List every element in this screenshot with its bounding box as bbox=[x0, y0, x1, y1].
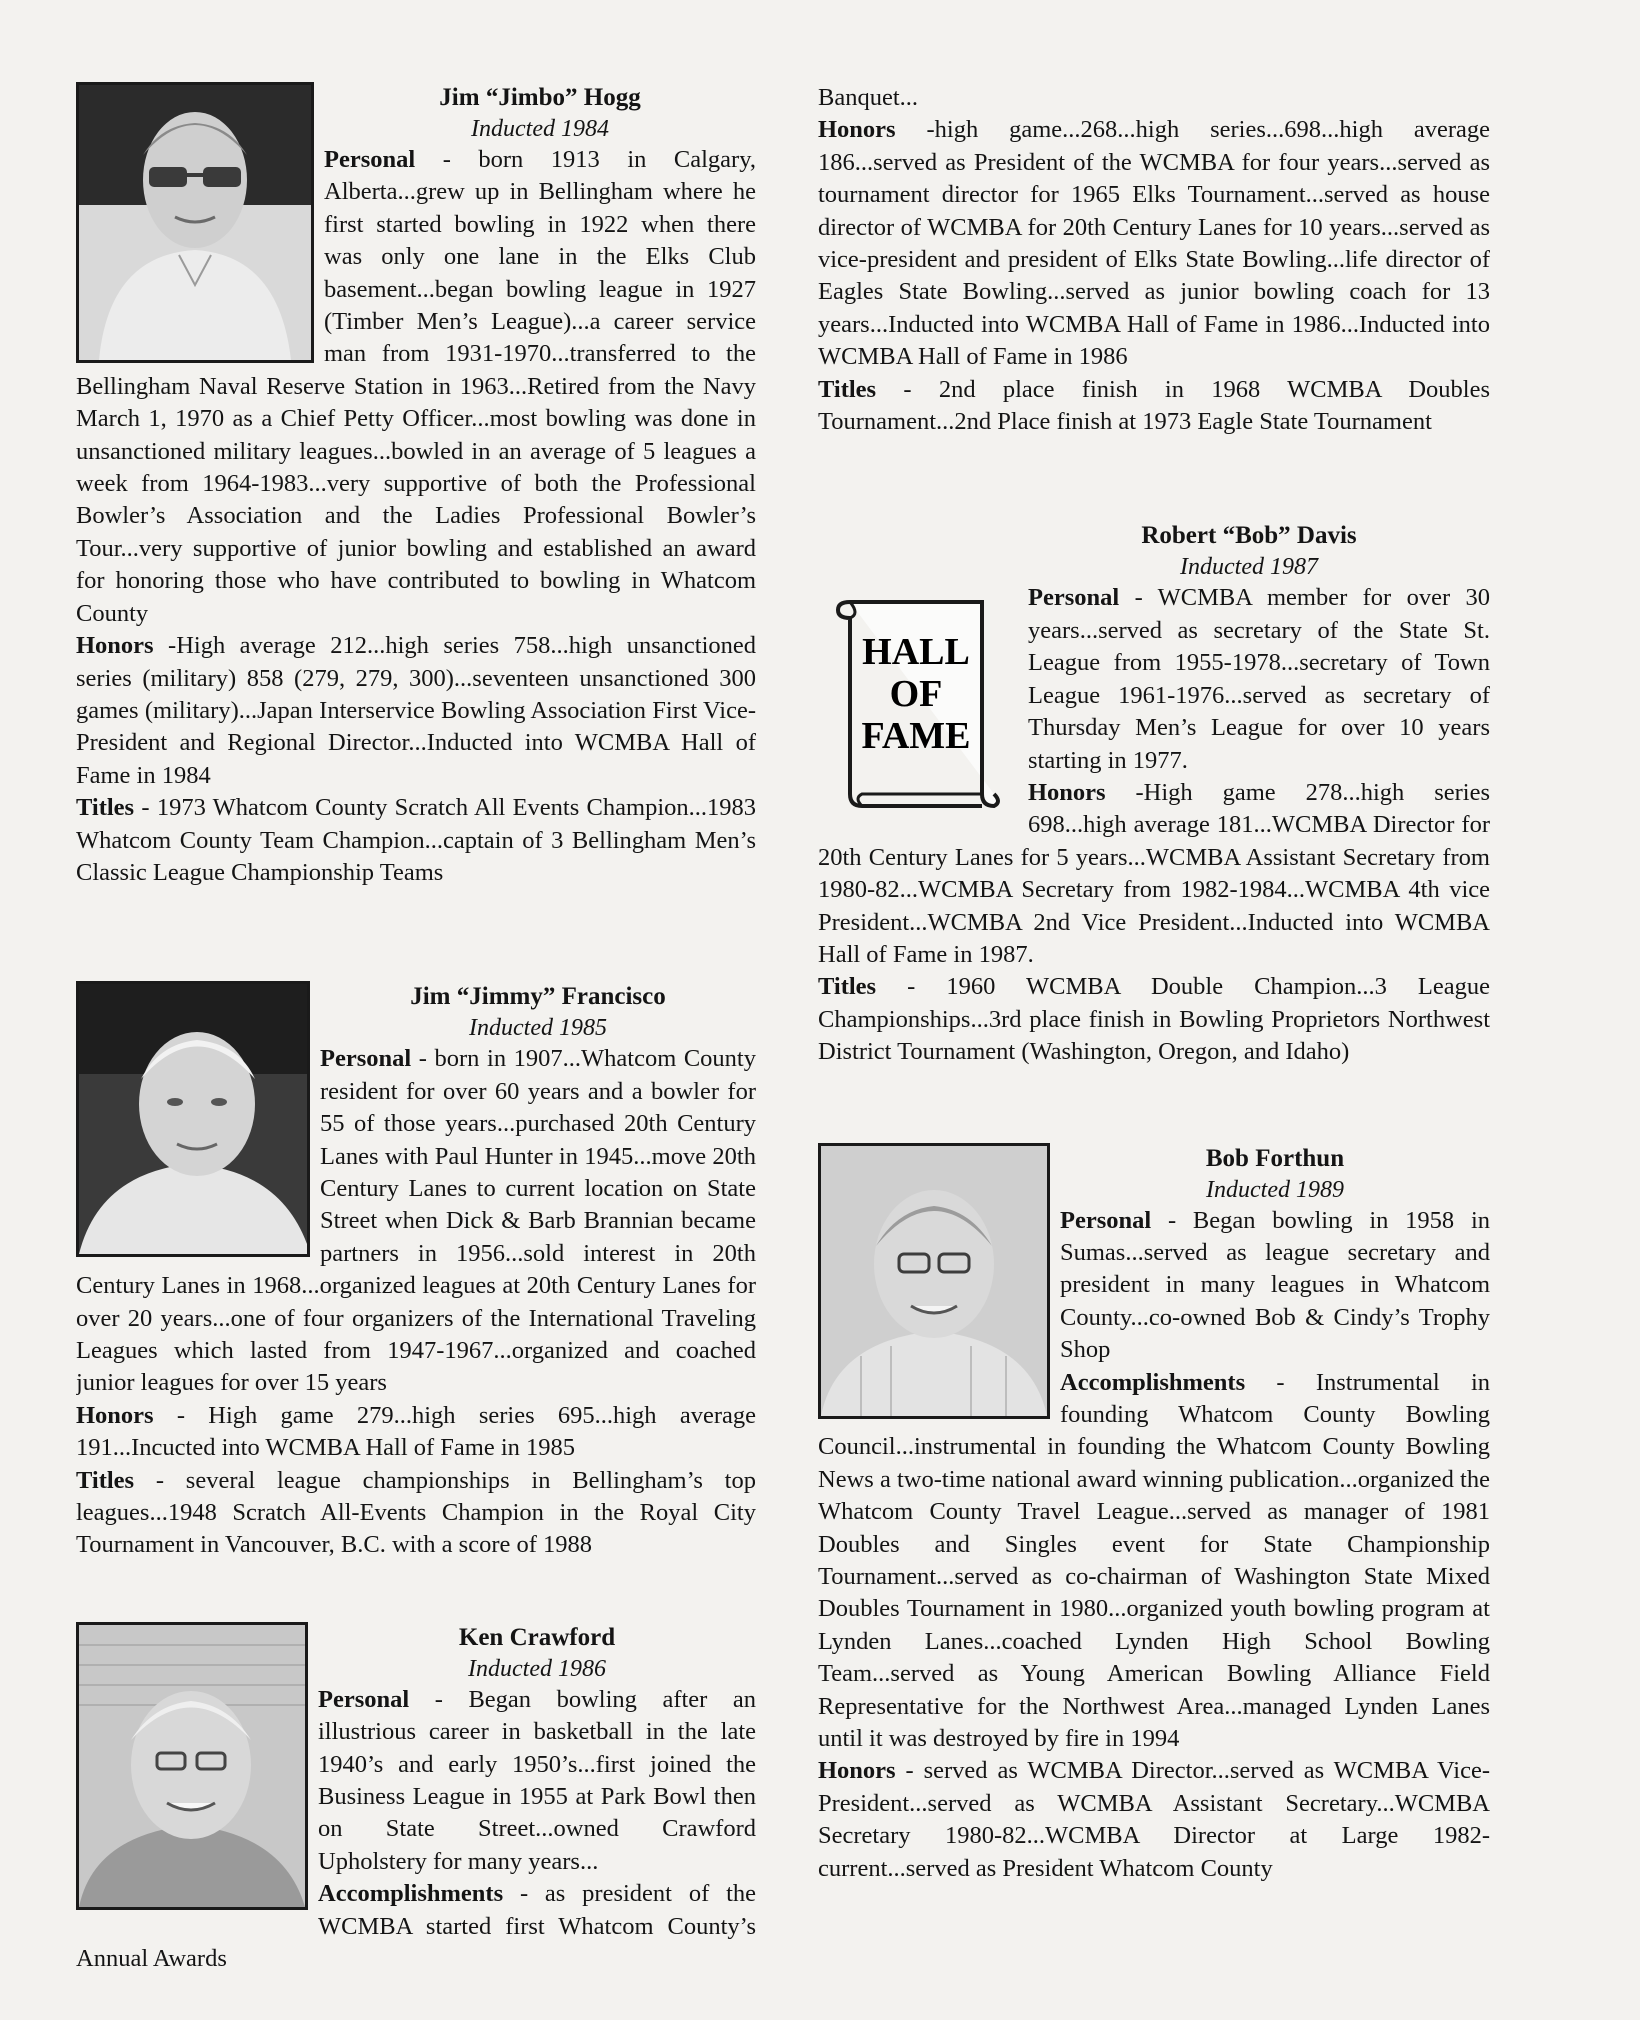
entry-bob-davis bbox=[818, 520, 1490, 1068]
honors-label: Honors bbox=[818, 116, 896, 144]
honors-text: - High game 279...high series 695...high average 191...Incucted into WCMBA Hall of Fame in 1985 bbox=[76, 1401, 756, 1462]
personal-text: - born in 1907...Whatcom County resident for over 60 years and a bowler for 55 of those years...purchased 20th Century Lanes with Paul Hunter in 1945...move 20th Century Lanes to current location on State Street when Dick & Barb Brannian became partners in 1956...sold interest in 20th Century Lanes in 1968...organized leagues at 20th Century Lanes for over 20 years...one of four organizers of the International Traveling Leagues which lasted from 1947-1967...organized and coached junior leagues for over 15 years bbox=[76, 1045, 756, 1397]
accomplishments-text: - Instrumental in founding Whatcom County Bowling Council...instrumental in founding the Whatcom County Bowling News a two-time national award winning publication...organized the Whatcom County Travel League...served as manager of 1981 Doubles and Singles event for State Championship Tournament...served as co-chairman of Washington State Mixed Doubles Tournament in 1980...organized youth bowling program at Lynden Lanes...coached Lynden High School Bowling Team...served as Young American Bowling Alliance Field Representative for the Northwest Area...managed Lynden Lanes until it was destroyed by fire in 1994 bbox=[818, 1368, 1490, 1753]
accomplishments-label: Accomplishments bbox=[1060, 1368, 1246, 1396]
entry-title-block bbox=[818, 520, 1490, 582]
scroll-text-hall: HALL bbox=[862, 631, 970, 674]
entry-ken-crawford bbox=[76, 1622, 756, 1976]
entry-jim-hogg bbox=[76, 82, 756, 889]
hall-of-fame-scroll-icon bbox=[832, 588, 1002, 823]
honors-text: -High average 212...high series 758...high unsanctioned series (military) 858 (279, 279, 300)...seventeen unsanctioned 300 games (military)...Japan Interservice Bowling Association First Vice-President and Regional Director...Inducted into WCMBA Hall of Fame in 1984 bbox=[76, 632, 756, 789]
personal-label: Personal bbox=[320, 1045, 412, 1073]
induction-year: Inducted 1984 bbox=[471, 116, 609, 142]
honors-text: -High game 278...high series 698...high average 181...WCMBA Director for 20th Century Lanes for 5 years...WCMBA Assistant Secretary from 1980-82...WCMBA Secretary from 1982-1984...WCMBA 4th vice President...WCMBA 2nd Vice President...Inducted into WCMBA Hall of Fame in 1987. bbox=[818, 778, 1490, 968]
inductee-name: Ken Crawford bbox=[458, 1623, 616, 1651]
portrait-photo-forthun bbox=[818, 1143, 1050, 1419]
personal-label: Personal bbox=[1028, 584, 1120, 612]
titles-label: Titles bbox=[818, 375, 877, 403]
entry-continuation bbox=[818, 82, 1490, 438]
personal-label: Personal bbox=[1060, 1206, 1152, 1234]
induction-year: Inducted 1986 bbox=[468, 1655, 606, 1682]
titles-text: - several league championships in Bellingham’s top leagues...1948 Scratch All-Events Champion in the Royal City Tournament in Vancouver, B.C. with a score of 1988 bbox=[76, 1466, 756, 1559]
personal-label: Personal bbox=[324, 146, 416, 173]
honors-text: -high game...268...high series...698...high average 186...served as President of the WCMBA for four years...served as tournament director for 1965 Elks Tournament...served as house director of WCMBA for 20th Century Lanes for 10 years...served as vice-president and president of Elks State Bowling...life director of Eagles State Bowling...served as junior bowling coach for 13 years...Inducted into WCMBA Hall of Fame in 1986...Inducted into WCMBA Hall of Fame in 1986 bbox=[818, 116, 1490, 371]
personal-text: - WCMBA member for over 30 years...served as secretary of the State St. League from 1955-1978...secretary of Town League 1961-1976...served as secretary of Thursday Men’s League for over 10 years starting in 1977. bbox=[1028, 584, 1490, 774]
scroll-text-fame: FAME bbox=[861, 715, 971, 758]
inductee-name: Bob Forthun bbox=[1205, 1144, 1345, 1172]
section-spacer bbox=[76, 889, 756, 981]
induction-year: Inducted 1985 bbox=[469, 1015, 607, 1042]
titles-text: - 1973 Whatcom County Scratch All Events Champion...1983 Whatcom County Team Champion...captain of 3 Bellingham Men’s Classic League Championship Teams bbox=[76, 794, 756, 886]
titles-label: Titles bbox=[76, 1466, 135, 1494]
induction-year: Inducted 1987 bbox=[1180, 554, 1318, 581]
honors-label: Honors bbox=[818, 1757, 896, 1785]
honors-label: Honors bbox=[76, 1401, 154, 1429]
induction-year: Inducted 1989 bbox=[1206, 1176, 1344, 1203]
accomplishments-text: - as president of the WCMBA started first Whatcom County’s Annual Awards bbox=[76, 1880, 756, 1973]
titles-text: - 2nd place finish in 1968 WCMBA Doubles Tournament...2nd Place finish at 1973 Eagle State Tournament bbox=[818, 375, 1490, 436]
inductee-name: Jim “Jimmy” Francisco bbox=[410, 983, 666, 1011]
titles-paragraph bbox=[818, 374, 1490, 439]
continuation-text: Banquet... bbox=[818, 84, 919, 111]
honors-paragraph bbox=[76, 1400, 756, 1465]
inductee-name: Robert “Bob” Davis bbox=[1141, 522, 1357, 550]
honors-label: Honors bbox=[1028, 778, 1106, 806]
right-column bbox=[818, 82, 1490, 1885]
portrait-photo-hogg bbox=[76, 82, 314, 363]
honors-paragraph bbox=[76, 630, 756, 792]
personal-text: - born 1913 in Calgary, Alberta...grew up in Bellingham where he first started bowling in 1922 when there was only one lane in the Elks Club basement...began bowling league in 1927 (Timber Men’s League)...a career service man from 1931-1970...transferred to the Bellingham Naval Reserve Station in 1963...Retired from the Navy March 1, 1970 as a Chief Petty Officer...most bowling was done in unsanctioned military leagues...bowled in an average of 5 leagues a week from 1964-1983...very supportive of both the Professional Bowler’s Association and the Ladies Professional Bowler’s Tour...very supportive of junior bowling and established an award for honoring those who have contributed to bowling in Whatcom County bbox=[76, 146, 756, 627]
titles-label: Titles bbox=[76, 794, 135, 822]
left-column bbox=[76, 82, 756, 1976]
titles-text: - 1960 WCMBA Double Champion...3 League Championships...3rd place finish in Bowling Proprietors Northwest District Tournament (Washington, Oregon, and Idaho) bbox=[818, 973, 1490, 1066]
section-spacer bbox=[76, 1562, 756, 1622]
honors-label: Honors bbox=[76, 632, 154, 660]
inductee-name: Jim “Jimbo” Hogg bbox=[439, 84, 641, 111]
personal-text: - Began bowling in 1958 in Sumas...served as league secretary and president in many leagues in Whatcom County...co-owned Bob & Cindy’s Trophy Shop bbox=[1060, 1206, 1490, 1364]
entry-jim-francisco bbox=[76, 981, 756, 1562]
section-spacer bbox=[818, 1069, 1490, 1143]
titles-paragraph bbox=[76, 1465, 756, 1562]
accomplishments-label: Accomplishments bbox=[318, 1880, 504, 1908]
titles-paragraph bbox=[76, 792, 756, 889]
honors-paragraph bbox=[818, 1755, 1490, 1885]
personal-text: - Began bowling after an illustrious career in basketball in the late 1940’s and early 1950’s...first joined the Business League in 1955 at Park Bowl then on State Street...owned Crawford Upholstery for many years... bbox=[318, 1685, 756, 1875]
accomplishments-paragraph bbox=[818, 1367, 1490, 1756]
portrait-photo-francisco bbox=[76, 981, 310, 1257]
personal-label: Personal bbox=[318, 1685, 410, 1713]
portrait-photo-crawford bbox=[76, 1622, 308, 1910]
titles-paragraph bbox=[818, 971, 1490, 1068]
honors-paragraph bbox=[818, 114, 1490, 373]
honors-text: - served as WCMBA Director...served as WCMBA Vice-President...served as WCMBA Assistant Secretary...WCMBA Secretary 1980-82...WCMBA Director at Large 1982-current...served as President Whatcom County bbox=[818, 1757, 1490, 1882]
section-spacer bbox=[818, 438, 1490, 520]
entry-bob-forthun bbox=[818, 1143, 1490, 1886]
titles-label: Titles bbox=[818, 973, 877, 1001]
scroll-text-of: OF bbox=[889, 673, 943, 716]
